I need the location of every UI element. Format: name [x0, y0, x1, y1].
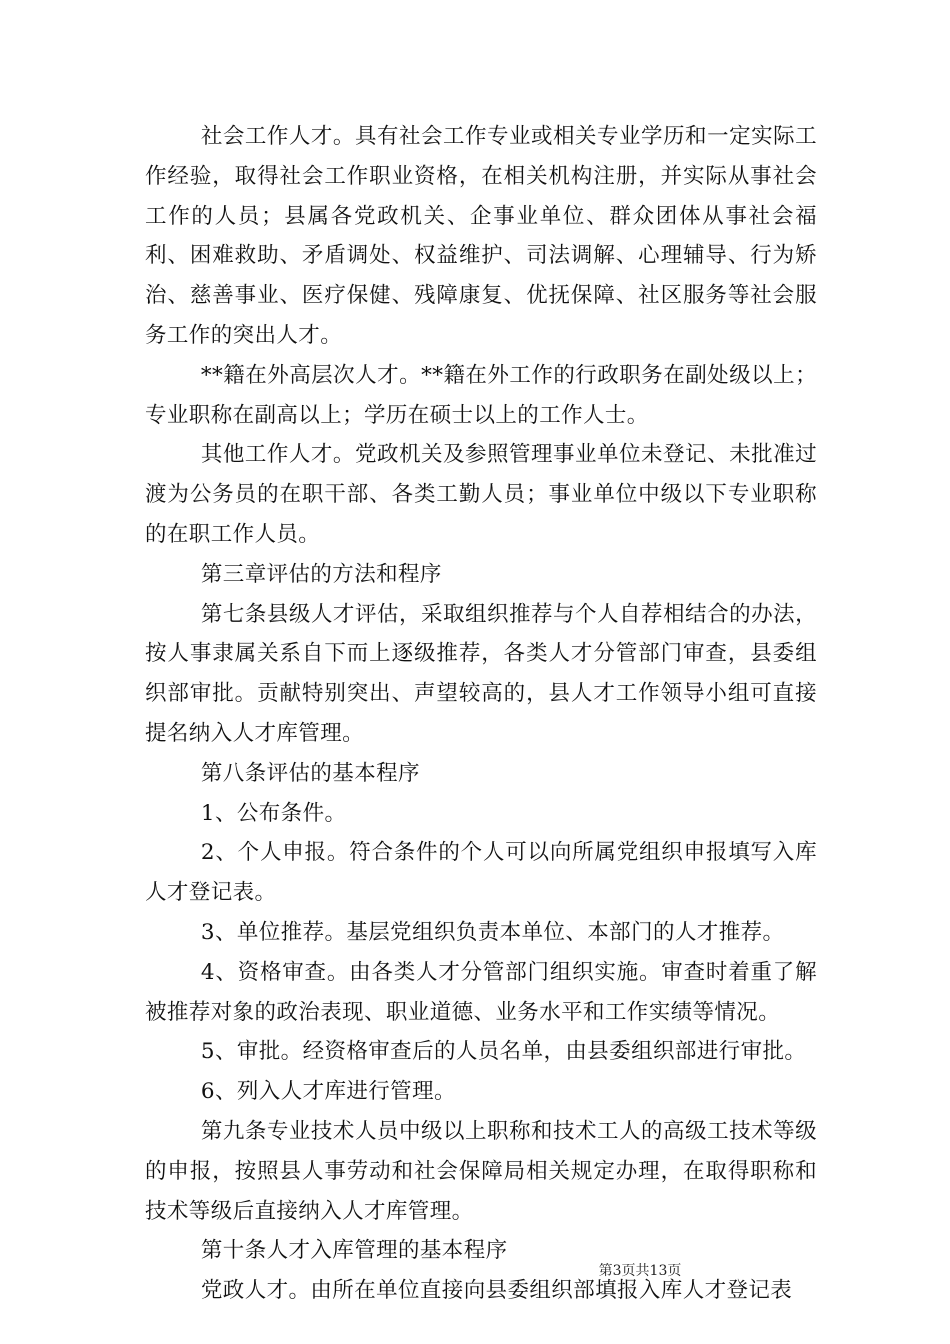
- procedure-step-1: 1、公布条件。: [200, 800, 347, 826]
- procedure-step-3: 3、单位推荐。基层党组织负责本单位、本部门的人才推荐。: [200, 919, 785, 945]
- procedure-step-5: 5、审批。经资格审查后的人员名单，由县委组织部进行审批。: [200, 1039, 807, 1065]
- article-8-heading: 第八条评估的基本程序: [200, 760, 420, 786]
- paragraph-other-talent: 其他工作人才。党政机关及参照管理事业单位未登记、未批准过渡为公务员的在职干部、各类工勤人员；事业单位中级以下专业职称的在职工作人员。: [145, 442, 817, 547]
- chapter-heading: 第三章评估的方法和程序: [200, 561, 442, 587]
- procedure-step-2: 2、个人申报。符合条件的个人可以向所属党组织申报填写入库人才登记表。: [145, 840, 817, 906]
- page-number: 第3页共13页: [598, 1263, 682, 1279]
- paragraph-overseas-talent: **籍在外高层次人才。**籍在外工作的行政职务在副处级以上；专业职称在副高以上；学历在硕士以上的工作人士。: [145, 362, 817, 428]
- procedure-step-6: 6、列入人才库进行管理。: [200, 1079, 456, 1105]
- procedure-step-4: 4、资格审查。由各类人才分管部门组织实施。审查时着重了解被推荐对象的政治表现、职业道德、业务水平和工作实绩等情况。: [145, 959, 817, 1025]
- paragraph-social-work-talent: 社会工作人才。具有社会工作专业或相关专业学历和一定实际工作经验，取得社会工作职业资格，在相关机构注册，并实际从事社会工作的人员；县属各党政机关、企事业单位、群众团体从事社会福利、困难救助、矛盾调处、权益维护、司法调解、心理辅导、行为矫治、慈善事业、医疗保健、残障康复、优抚保障、社区服务等社会服务工作的突出人才。: [145, 124, 817, 348]
- document-body: [145, 117, 817, 1311]
- article-9: 第九条专业技术人员中级以上职称和技术工人的高级工技术等级的申报，按照县人事劳动和社会保障局相关规定办理，在取得职称和技术等级后直接纳入人才库管理。: [145, 1118, 817, 1224]
- article-7: 第七条县级人才评估，采取组织推荐与个人自荐相结合的办法，按人事隶属关系自下而上逐级推荐，各类人才分管部门审查，县委组织部审批。贡献特别突出、声望较高的，县人才工作领导小组可直接提名纳入人才库管理。: [145, 601, 817, 746]
- article-10-heading: 第十条人才入库管理的基本程序: [200, 1238, 508, 1264]
- paragraph-party-talent: 党政人才。由所在单位直接向县委组织部填报入库人才登记表: [200, 1278, 793, 1304]
